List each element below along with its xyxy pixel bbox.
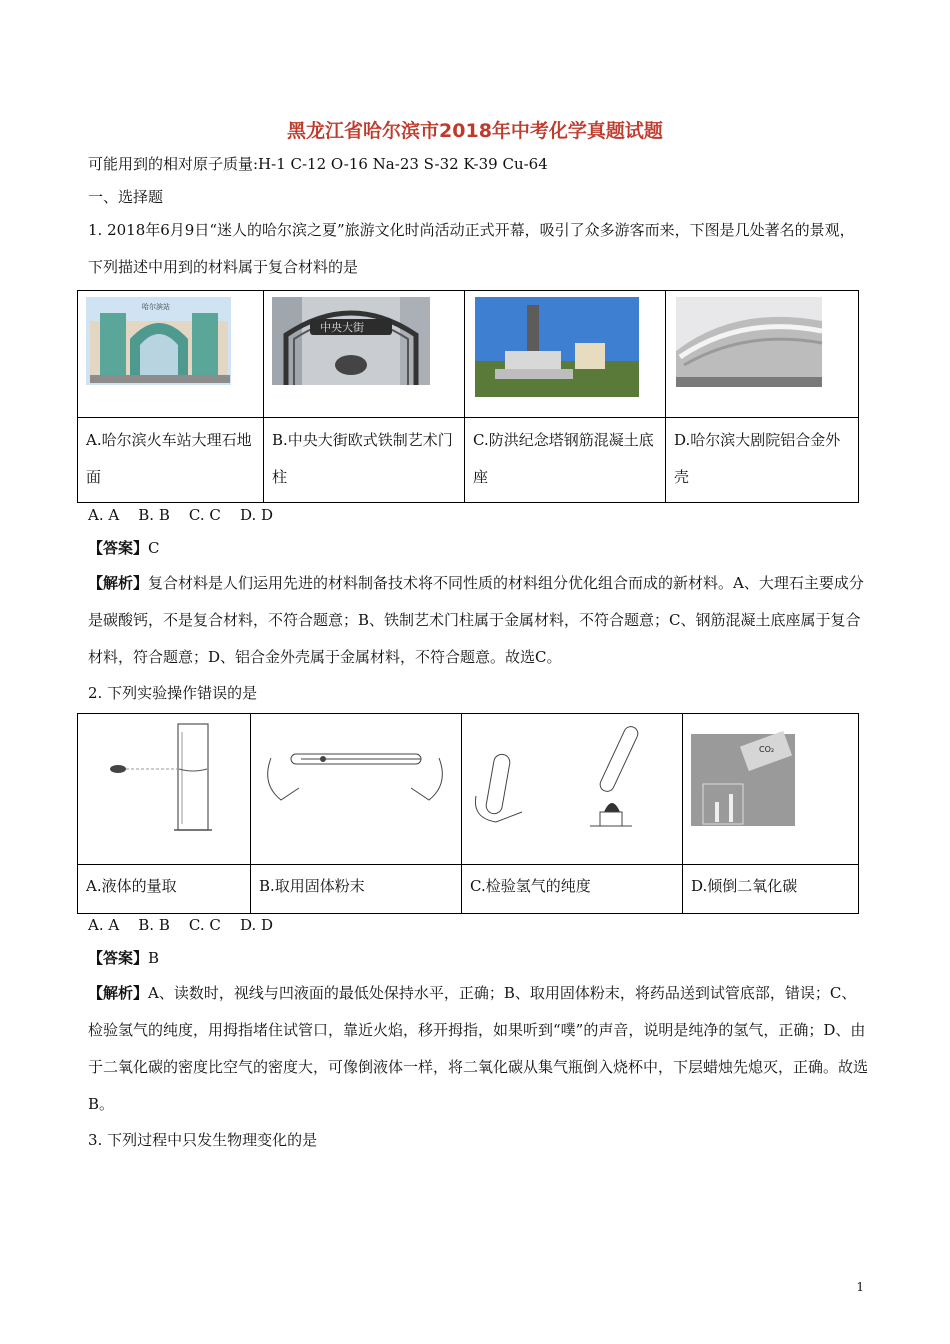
q2-analysis-text: A、读数时，视线与凹液面的最低处保持水平，正确；B、取用固体粉末，将药品送到试管底部，错误；C、检验氢气的纯度，用拇指堵住试管口，靠近火焰，移开拇指，如果听到“噗”的声音，说明是纯净的氢气，正确；D、由于二氧化碳的密度比空气的密度大，可像倒液体一样，将二氧化碳从集气瓶倒入烧杯中，下层蜡烛先熄灭，正确。故选B。 xyxy=(88,984,869,1113)
q1-answer-line xyxy=(88,538,160,558)
q1-answer: C xyxy=(148,539,160,557)
q2-caption-d: D.倾倒二氧化碳 xyxy=(683,865,859,914)
q2-image-b xyxy=(251,714,462,865)
atomic-masses: 可能用到的相对原子质量:H-1 C-12 O-16 Na-23 S-32 K-39 Cu-64 xyxy=(88,155,548,173)
q1-analysis xyxy=(88,565,868,676)
q2-table xyxy=(77,713,859,914)
q1-table xyxy=(77,290,859,503)
q2-answer-line xyxy=(88,948,159,968)
q1-caption-c: C.防洪纪念塔钢筋混凝土底座 xyxy=(465,418,666,503)
q1-caption-d: D.哈尔滨大剧院铝合金外壳 xyxy=(666,418,859,503)
q2-image-d xyxy=(683,714,859,865)
q2-caption-a: A.液体的量取 xyxy=(78,865,251,914)
q1-options: A. A B. B C. C D. D xyxy=(88,506,274,524)
q2-image-a xyxy=(78,714,251,865)
q1-analysis-label: 【解析】 xyxy=(88,574,149,592)
q1-image-c xyxy=(465,291,666,418)
flood-monument-image xyxy=(465,291,665,413)
q1-caption-b: B.中央大街欧式铁制艺术门柱 xyxy=(264,418,465,503)
central-street-gate-image xyxy=(264,291,464,413)
page-title: 黑龙江省哈尔滨市2018年中考化学真题试题 xyxy=(287,120,663,142)
q1-image-b xyxy=(264,291,465,418)
q2-answer-label: 【答案】 xyxy=(88,949,149,967)
q1-stem: 1. 2018年6月9日“迷人的哈尔滨之夏”旅游文化时尚活动正式开幕，吸引了众多游客而来，下图是几处著名的景观，下列描述中用到的材料属于复合材料的是 xyxy=(88,221,855,276)
q2-caption-c: C.检验氢气的纯度 xyxy=(462,865,683,914)
co2-label: CO₂ xyxy=(759,745,775,754)
q2-options: A. A B. B C. C D. D xyxy=(88,916,274,934)
q1-caption-a: A.哈尔滨火车站大理石地面 xyxy=(78,418,264,503)
harbin-station-image xyxy=(78,291,263,413)
q2-stem: 2. 下列实验操作错误的是 xyxy=(88,684,258,702)
hydrogen-purity-test-image xyxy=(462,714,682,860)
q2-analysis xyxy=(88,975,868,1123)
station-sign: 哈尔滨站 xyxy=(142,303,170,311)
q2-image-c xyxy=(462,714,683,865)
page-number: 1 xyxy=(856,1280,864,1294)
q2-answer: B xyxy=(148,949,160,967)
graduated-cylinder-image xyxy=(78,714,250,860)
harbin-opera-house-image xyxy=(666,291,858,413)
section-heading: 一、选择题 xyxy=(88,188,164,206)
q2-analysis-label: 【解析】 xyxy=(88,984,149,1002)
q1-image-a xyxy=(78,291,264,418)
q1-image-d xyxy=(666,291,859,418)
pouring-co2-image xyxy=(683,714,858,860)
q3-stem: 3. 下列过程中只发生物理变化的是 xyxy=(88,1131,318,1149)
solid-powder-test-tube-image xyxy=(251,714,461,860)
gate-sign: 中央大街 xyxy=(320,321,364,334)
q2-caption-b: B.取用固体粉末 xyxy=(251,865,462,914)
q1-answer-label: 【答案】 xyxy=(88,539,149,557)
q1-analysis-text: 复合材料是人们运用先进的材料制备技术将不同性质的材料组分优化组合而成的新材料。A、大理石主要成分是碳酸钙，不是复合材料，不符合题意；B、铁制艺术门柱属于金属材料，不符合题意；C、钢筋混凝土底座属于复合材料，符合题意；D、铝合金外壳属于金属材料，不符合题意。故选C。 xyxy=(88,574,864,666)
